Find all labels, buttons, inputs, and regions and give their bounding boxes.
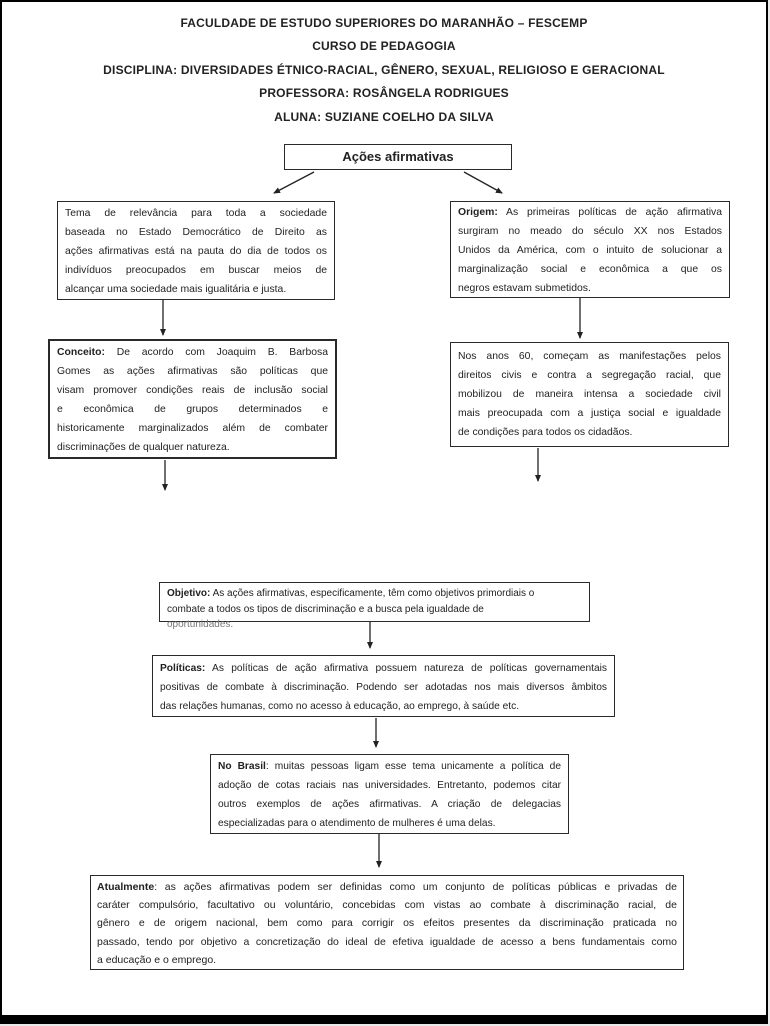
- text-line: visam promover condições reais de inclusão social: [57, 385, 328, 396]
- text-line: Unidos da América, com o intuito de solucionar a: [458, 245, 722, 256]
- text-line: No Brasil: muitas pessoas ligam esse tema unicamente a política de: [218, 761, 561, 772]
- text-line: oportunidades.: [167, 619, 234, 630]
- text-line: positivas de combate à discriminação. Podendo ser adotadas nos mais diversos âmbitos: [160, 682, 607, 693]
- title-box-acoes-afirmativas: Ações afirmativas: [284, 144, 512, 170]
- arrow-title-to-origem: [464, 172, 502, 193]
- text-line: Políticas: As políticas de ação afirmativa possuem natureza de políticas governamentais: [160, 663, 607, 674]
- text-line: mobilizou de maneira intensa a sociedade civil: [458, 389, 721, 400]
- text-line: caráter compulsório, facultativo ou voluntário, concebidas com vistas ao combate à discriminação racial, de: [97, 899, 677, 912]
- text-line: das relações humanas, como no acesso à educação, ao emprego, à saúde etc.: [160, 701, 520, 712]
- text-line: PROFESSORA: ROSÂNGELA RODRIGUES: [259, 86, 509, 101]
- text-line: surgiram no meado do século XX nos Estados: [458, 226, 722, 237]
- text-line: ALUNA: SUZIANE COELHO DA SILVA: [274, 109, 494, 124]
- text-line: direitos civis e contra a segregação racial, que: [458, 370, 721, 381]
- text-line: combate a todos os tipos de discriminação e a busca pela igualdade de: [167, 603, 484, 615]
- text-line: historicamente marginalizados além de combater: [57, 423, 328, 434]
- text-line: indivíduos preocupados em buscar meios de: [65, 265, 327, 276]
- text-line: Origem: As primeiras políticas de ação afirmativa: [458, 207, 722, 218]
- text-line: discriminações de qualquer natureza.: [57, 442, 230, 453]
- text-line: passado, tendo por objetivo a concretização do ideal de efetiva igualdade de acesso a bens fundamentais como: [97, 935, 677, 948]
- box-atualmente: [90, 875, 684, 970]
- text-line: Conceito: De acordo com Joaquim B. Barbosa: [57, 347, 328, 358]
- text-line: Atualmente: as ações afirmativas podem ser definidas como um conjunto de políticas públicas e privadas de: [97, 881, 677, 893]
- text-line: mais preocupada com a justiça social e igualdade: [458, 408, 721, 419]
- text-line: ações afirmativas está na pauta do dia de todos os: [65, 246, 327, 257]
- text-line: Nos anos 60, começam as manifestações pelos: [458, 351, 721, 362]
- text-line: gênero e de origem nacional, bem como para corrigir os efeitos presentes da discriminação praticada no: [97, 917, 677, 930]
- text-line: e econômica de grupos determinados e: [57, 404, 328, 415]
- text-line: negros estavam submetidos.: [458, 283, 591, 294]
- text-line: Tema de relevância para toda a sociedade: [65, 208, 327, 219]
- text-line: baseada no Estado Democrático de Direito as: [65, 227, 327, 238]
- text-line: Objetivo: As ações afirmativas, especificamente, têm como objetivos primordiais o: [167, 588, 535, 599]
- text-line: FACULDADE DE ESTUDO SUPERIORES DO MARANHÃO – FESCEMP: [180, 16, 588, 30]
- text-line: outros exemplos de ações afirmativas. A criação de delegacias: [218, 799, 561, 810]
- box-politicas: [152, 655, 615, 717]
- box-conceito: [48, 339, 337, 459]
- text-line: a educação e o emprego.: [97, 953, 217, 966]
- text-line: marginalização social e econômica a que os: [458, 264, 722, 275]
- text-line: DISCIPLINA: DIVERSIDADES ÉTNICO-RACIAL, GÊNERO, SEXUAL, RELIGIOSO E GERACIONAL: [103, 62, 665, 77]
- arrow-title-to-tema: [274, 172, 314, 193]
- text-line: alcançar uma sociedade mais igualitária e justa.: [65, 284, 287, 295]
- box-anos-60: [450, 342, 729, 447]
- box-tema-relevancia: [57, 201, 335, 300]
- box-objetivo: [159, 582, 590, 630]
- box-no-brasil: [210, 754, 569, 834]
- box-origem: [450, 201, 730, 298]
- document-header: [2, 12, 766, 129]
- text-line: adoção de cotas raciais nas universidades. Entretanto, podemos citar: [218, 780, 561, 791]
- text-line: Gomes as ações afirmativas são políticas que: [57, 366, 328, 377]
- text-line: especializadas para o atendimento de mulheres é uma delas.: [218, 818, 496, 829]
- text-line: CURSO DE PEDAGOGIA: [312, 39, 456, 54]
- text-line: de condições para todos os cidadãos.: [458, 427, 633, 438]
